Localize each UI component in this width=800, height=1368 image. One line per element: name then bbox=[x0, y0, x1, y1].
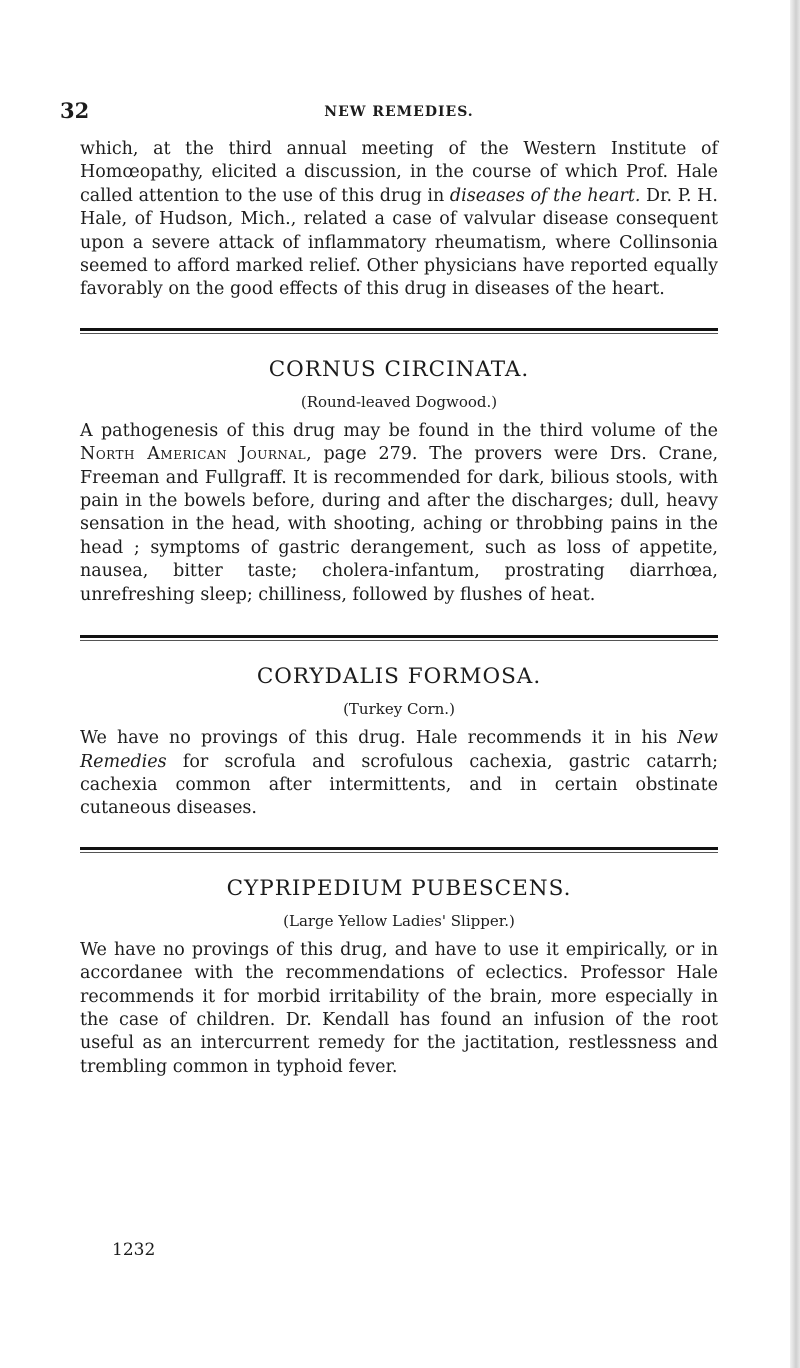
paragraph-text: A pathogenesis of this drug may be found in the third volume of the bbox=[80, 420, 718, 441]
intro-emphasis: diseases of the heart. bbox=[449, 185, 641, 206]
intro-text-1: which, at the third annual meeting of the Western Institute of Homœopathy, elicited a discussion, in the course of which Prof. Hale called attention to the use of this drug in bbox=[80, 139, 718, 206]
section-subtitle: (Round-leaved Dogwood.) bbox=[300, 392, 498, 411]
section-cypripedium bbox=[80, 875, 718, 1079]
section-paragraph bbox=[80, 420, 718, 607]
section-title: CORYDALIS FORMOSA. bbox=[256, 664, 542, 690]
section-divider bbox=[80, 328, 718, 334]
paragraph-text: for scrofula and scrofulous cachexia, gastric catarrh; cachexia common after intermittents, and in certain obstinate cutaneous diseases. bbox=[80, 751, 718, 819]
page-edge-shadow bbox=[790, 0, 800, 1368]
section-title: CORNUS CIRCINATA. bbox=[268, 356, 530, 382]
printer-signature: 1232 bbox=[112, 1240, 156, 1260]
section-subtitle: (Large Yellow Ladies' Slipper.) bbox=[283, 911, 515, 930]
section-corydalis bbox=[80, 663, 718, 821]
intro-paragraph bbox=[80, 138, 718, 302]
running-head bbox=[60, 98, 718, 130]
section-cornus bbox=[80, 356, 718, 607]
page-number: 32 bbox=[60, 98, 90, 123]
section-divider bbox=[80, 635, 718, 641]
paragraph-text: , page 279. The provers were Drs. Crane, Freeman and Fullgraff. It is recommended for dark, bilious stools, with pain in the bowels before, during and after the discharges; dull, heavy sensation in the head, with shooting, aching or throbbing pains in the head ; symptoms of gastric derangement, such as loss of appetite, nausea, bitter taste; cholera-infantum, prostrating diarrhœa, unrefreshing sleep; chilliness, followed by flushes of heat. bbox=[80, 444, 719, 605]
section-title: CYPRIPEDIUM PUBESCENS. bbox=[226, 875, 572, 901]
section-paragraph bbox=[80, 727, 718, 821]
paragraph-text: We have no provings of this drug. Hale recommends it in his bbox=[80, 728, 678, 749]
section-divider bbox=[80, 847, 718, 853]
book-page bbox=[60, 98, 719, 1079]
section-paragraph: We have no provings of this drug, and have to use it empirically, or in accordanee with the recommendations of eclectics. Professor Hale recommends it for morbid irritability of the brain, more especially in the case of children. Dr. Kendall has found an infusion of the root useful as an intercurrent remedy for the jactitation, restlessness and trembling common in typhoid fever. bbox=[80, 939, 718, 1077]
section-subtitle: (Turkey Corn.) bbox=[343, 700, 455, 719]
book-title: New Remedies bbox=[80, 728, 718, 772]
journal-name: North American Journal bbox=[80, 444, 307, 465]
running-title: NEW REMEDIES. bbox=[324, 104, 474, 120]
intro-text-2: Dr. P. H. Hale, of Hudson, Mich., related a case of valvular disease consequent upon a severe attack of inflammatory rheumatism, where Collinsonia seemed to afford marked relief. Other physicians have reported equally favorably on the good effects of this drug in diseases of the heart. bbox=[80, 185, 718, 300]
